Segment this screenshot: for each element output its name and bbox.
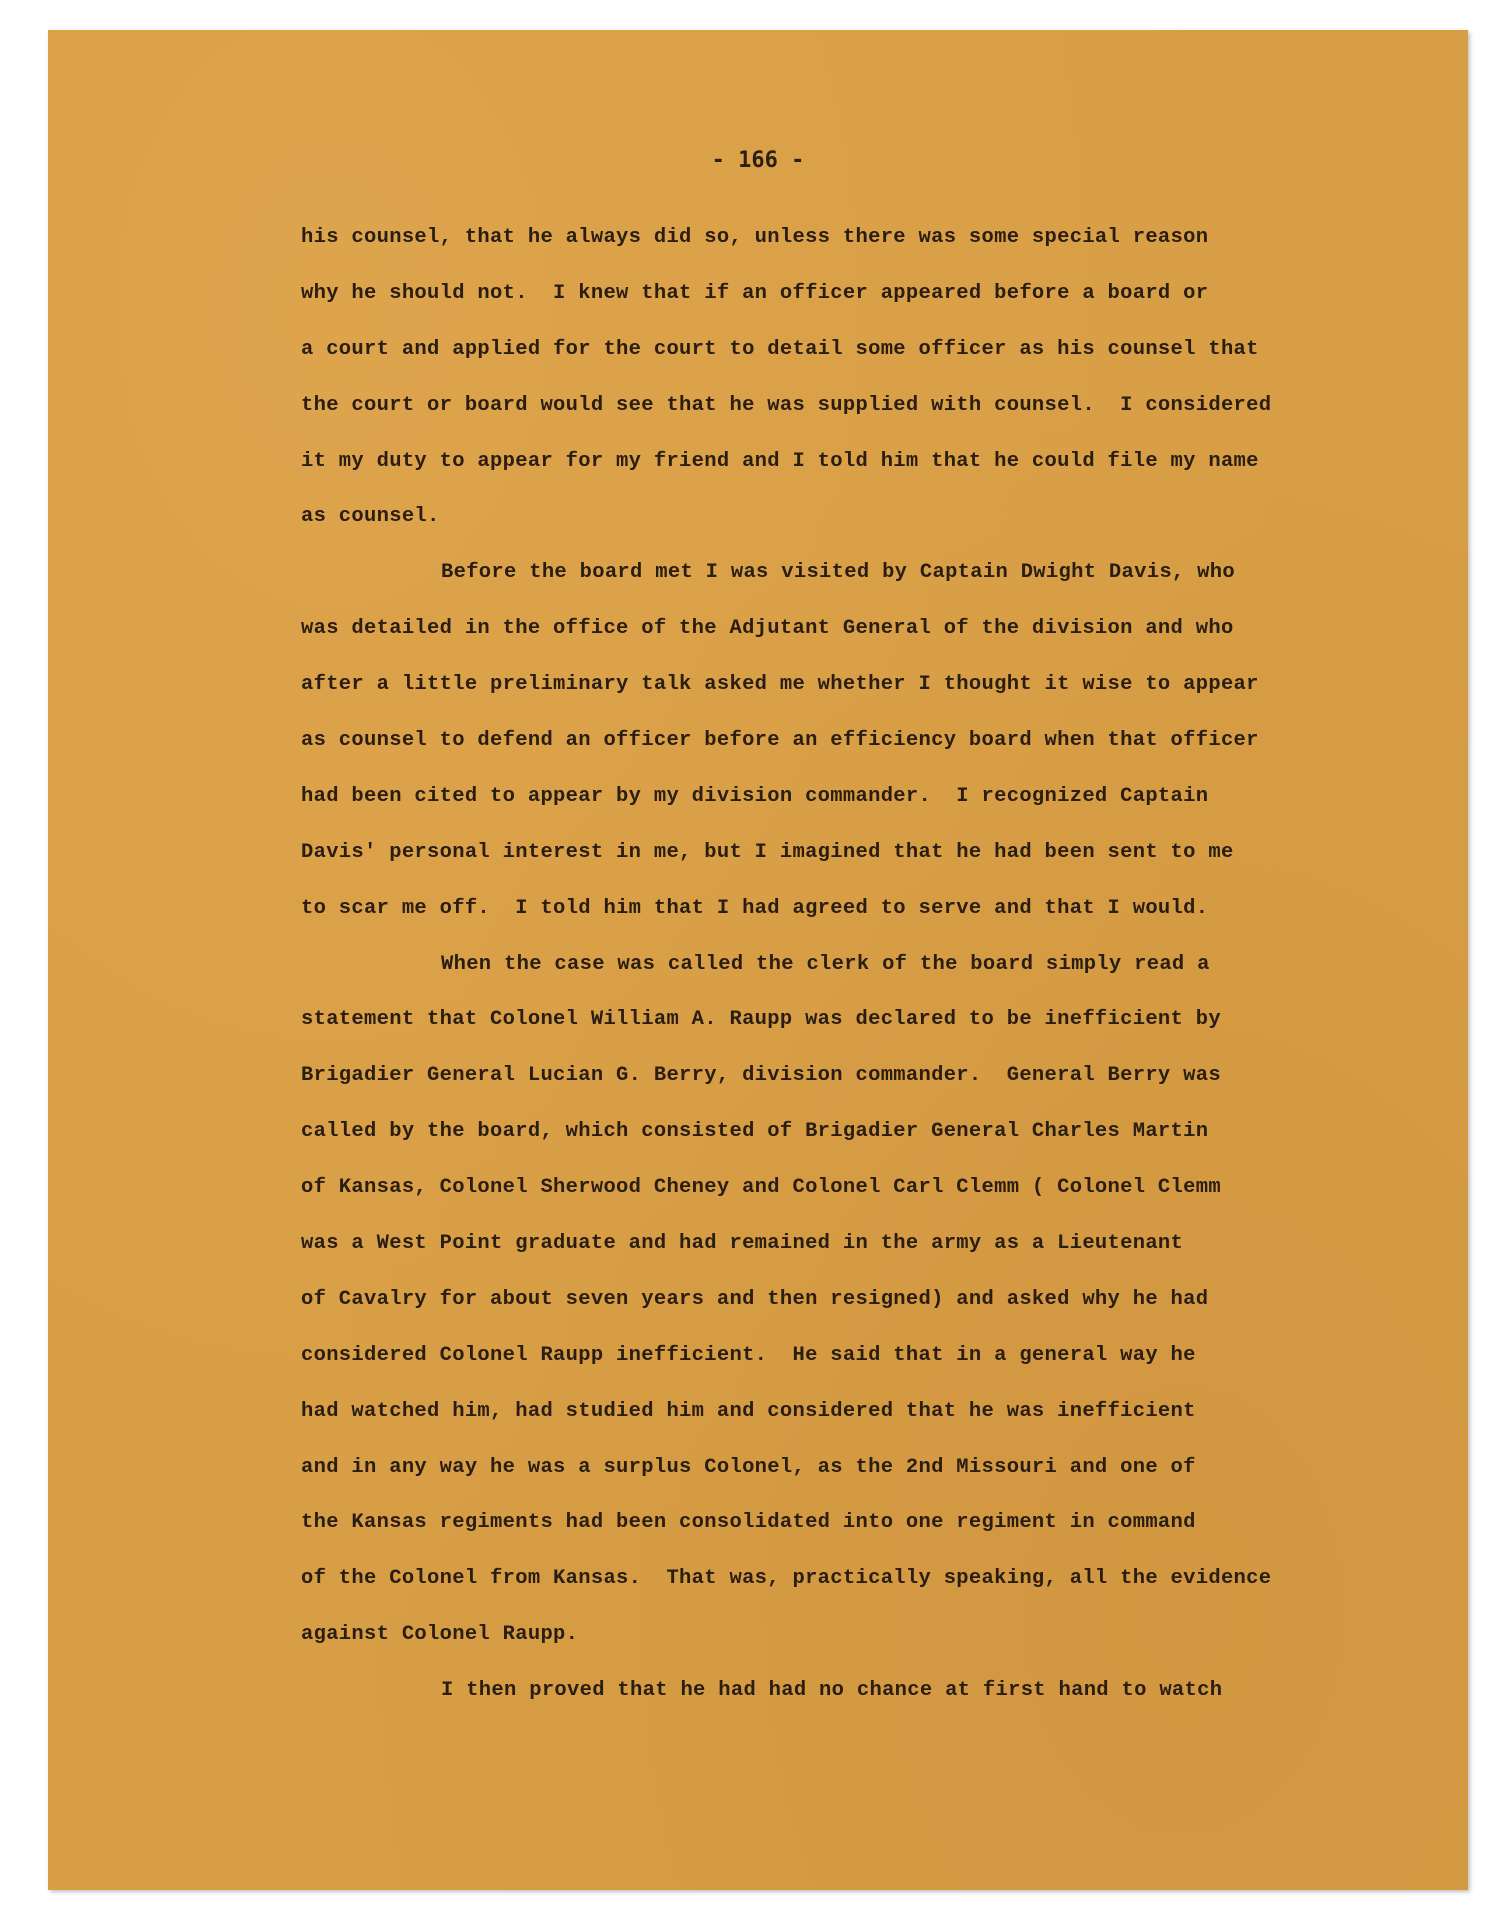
text-line: to scar me off. I told him that I had agreed to serve and that I would. [301,896,1209,920]
body-text [301,220,1451,1729]
paragraph-first-line: When the case was called the clerk of the board simply read a [441,952,1210,976]
text-line: of the Colonel from Kansas. That was, practically speaking, all the evidence [301,1567,1272,1591]
text-line: the court or board would see that he was supplied with counsel. I considered [301,393,1272,417]
text-line: called by the board, which consisted of Brigadier General Charles Martin [301,1120,1209,1144]
text-line: after a little preliminary talk asked me whether I thought it wise to appear [301,673,1259,697]
text-line: Davis' personal interest in me, but I imagined that he had been sent to me [301,840,1234,864]
text-line: a court and applied for the court to detail some officer as his counsel that [301,337,1259,361]
text-line: was a West Point graduate and had remained in the army as a Lieutenant [301,1232,1184,1256]
text-line: statement that Colonel William A. Raupp was declared to be inefficient by [301,1008,1221,1032]
paragraph-first-line: I then proved that he had had no chance at first hand to watch [441,1679,1223,1703]
text-line: of Cavalry for about seven years and then resigned) and asked why he had [301,1287,1209,1311]
text-line: his counsel, that he always did so, unless there was some special reason [301,226,1209,249]
text-line: of Kansas, Colonel Sherwood Cheney and Colonel Carl Clemm ( Colonel Clemm [301,1176,1221,1200]
typed-page [48,30,1468,1890]
text-line: and in any way he was a surplus Colonel, as the 2nd Missouri and one of [301,1455,1196,1479]
text-line: why he should not. I knew that if an officer appeared before a board or [301,281,1209,305]
paragraph-first-line: Before the board met I was visited by Captain Dwight Davis, who [441,561,1235,585]
text-line: had watched him, had studied him and considered that he was inefficient [301,1399,1196,1423]
text-line: against Colonel Raupp. [301,1623,579,1647]
text-line: had been cited to appear by my division commander. I recognized Captain [301,784,1209,808]
text-line: was detailed in the office of the Adjutant General of the division and who [301,617,1234,641]
text-line: as counsel to defend an officer before an efficiency board when that officer [301,729,1259,753]
text-line: considered Colonel Raupp inefficient. He said that in a general way he [301,1343,1196,1367]
text-line: as counsel. [301,505,440,529]
text-line: the Kansas regiments had been consolidated into one regiment in command [301,1511,1196,1535]
text-line: Brigadier General Lucian G. Berry, division commander. General Berry was [301,1064,1221,1088]
text-line: it my duty to appear for my friend and I told him that he could file my name [301,449,1259,473]
page-number: - 166 - [711,148,805,173]
